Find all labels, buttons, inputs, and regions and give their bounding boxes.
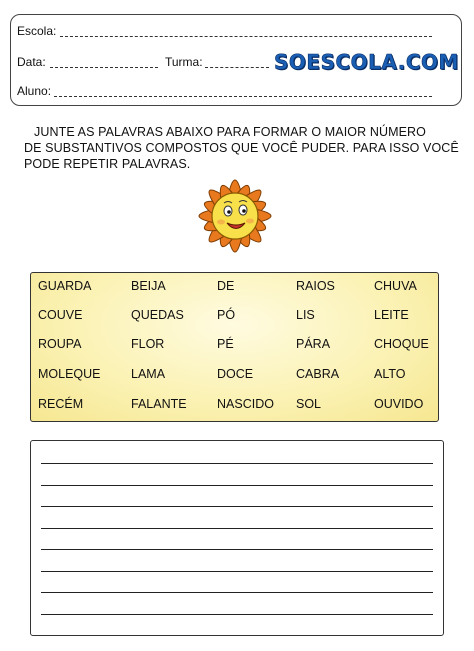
word-bank-word: SOL: [296, 397, 322, 411]
word-bank-word: FLOR: [131, 337, 165, 351]
word-bank-word: PÓ: [217, 308, 236, 322]
word-bank-word: CHUVA: [374, 279, 417, 293]
date-field[interactable]: [50, 67, 158, 68]
word-bank-word: RAIOS: [296, 279, 335, 293]
word-bank-word: PÁRA: [296, 337, 331, 351]
class-field[interactable]: [205, 67, 269, 68]
school-label: Escola:: [17, 24, 57, 38]
word-bank-word: CHOQUE: [374, 337, 429, 351]
answer-line[interactable]: [41, 506, 433, 507]
word-bank-word: OUVIDO: [374, 397, 424, 411]
word-bank-word: QUEDAS: [131, 308, 184, 322]
answer-area: [30, 440, 444, 636]
word-bank-word: MOLEQUE: [38, 367, 101, 381]
class-label: Turma:: [165, 55, 203, 69]
word-bank-word: DE: [217, 279, 235, 293]
instruction-line-3: PODE REPETIR PALAVRAS.: [24, 157, 191, 171]
student-field[interactable]: [54, 96, 432, 97]
answer-line[interactable]: [41, 528, 433, 529]
answer-line[interactable]: [41, 614, 433, 615]
word-bank-word: LIS: [296, 308, 315, 322]
word-bank-word: LEITE: [374, 308, 409, 322]
answer-line[interactable]: [41, 463, 433, 464]
school-field[interactable]: [60, 36, 432, 37]
word-bank-word: GUARDA: [38, 279, 92, 293]
word-bank-word: COUVE: [38, 308, 83, 322]
word-bank-word: FALANTE: [131, 397, 187, 411]
word-bank-word: PÉ: [217, 337, 234, 351]
instruction-line-2: DE SUBSTANTIVOS COMPOSTOS QUE VOCÊ PUDER. PARA ISSO VOCÊ: [24, 141, 459, 155]
word-bank-word: BEIJA: [131, 279, 166, 293]
smiling-sun-icon: [172, 164, 298, 272]
date-label: Data:: [17, 55, 46, 69]
answer-line[interactable]: [41, 571, 433, 572]
word-bank-word: ALTO: [374, 367, 406, 381]
word-bank: [30, 272, 439, 422]
answer-line[interactable]: [41, 592, 433, 593]
sun-face: [212, 193, 258, 239]
word-bank-word: ROUPA: [38, 337, 82, 351]
word-bank-word: NASCIDO: [217, 397, 274, 411]
word-bank-word: DOCE: [217, 367, 254, 381]
answer-line[interactable]: [41, 485, 433, 486]
answer-line[interactable]: [41, 549, 433, 550]
word-bank-word: RECÉM: [38, 397, 84, 411]
instruction-line-1: JUNTE AS PALAVRAS ABAIXO PARA FORMAR O MAIOR NÚMERO: [34, 125, 426, 139]
word-bank-word: LAMA: [131, 367, 166, 381]
soescola-logo: SOESCOLA.COM: [274, 50, 459, 74]
student-label: Aluno:: [17, 84, 52, 98]
word-bank-word: CABRA: [296, 367, 340, 381]
